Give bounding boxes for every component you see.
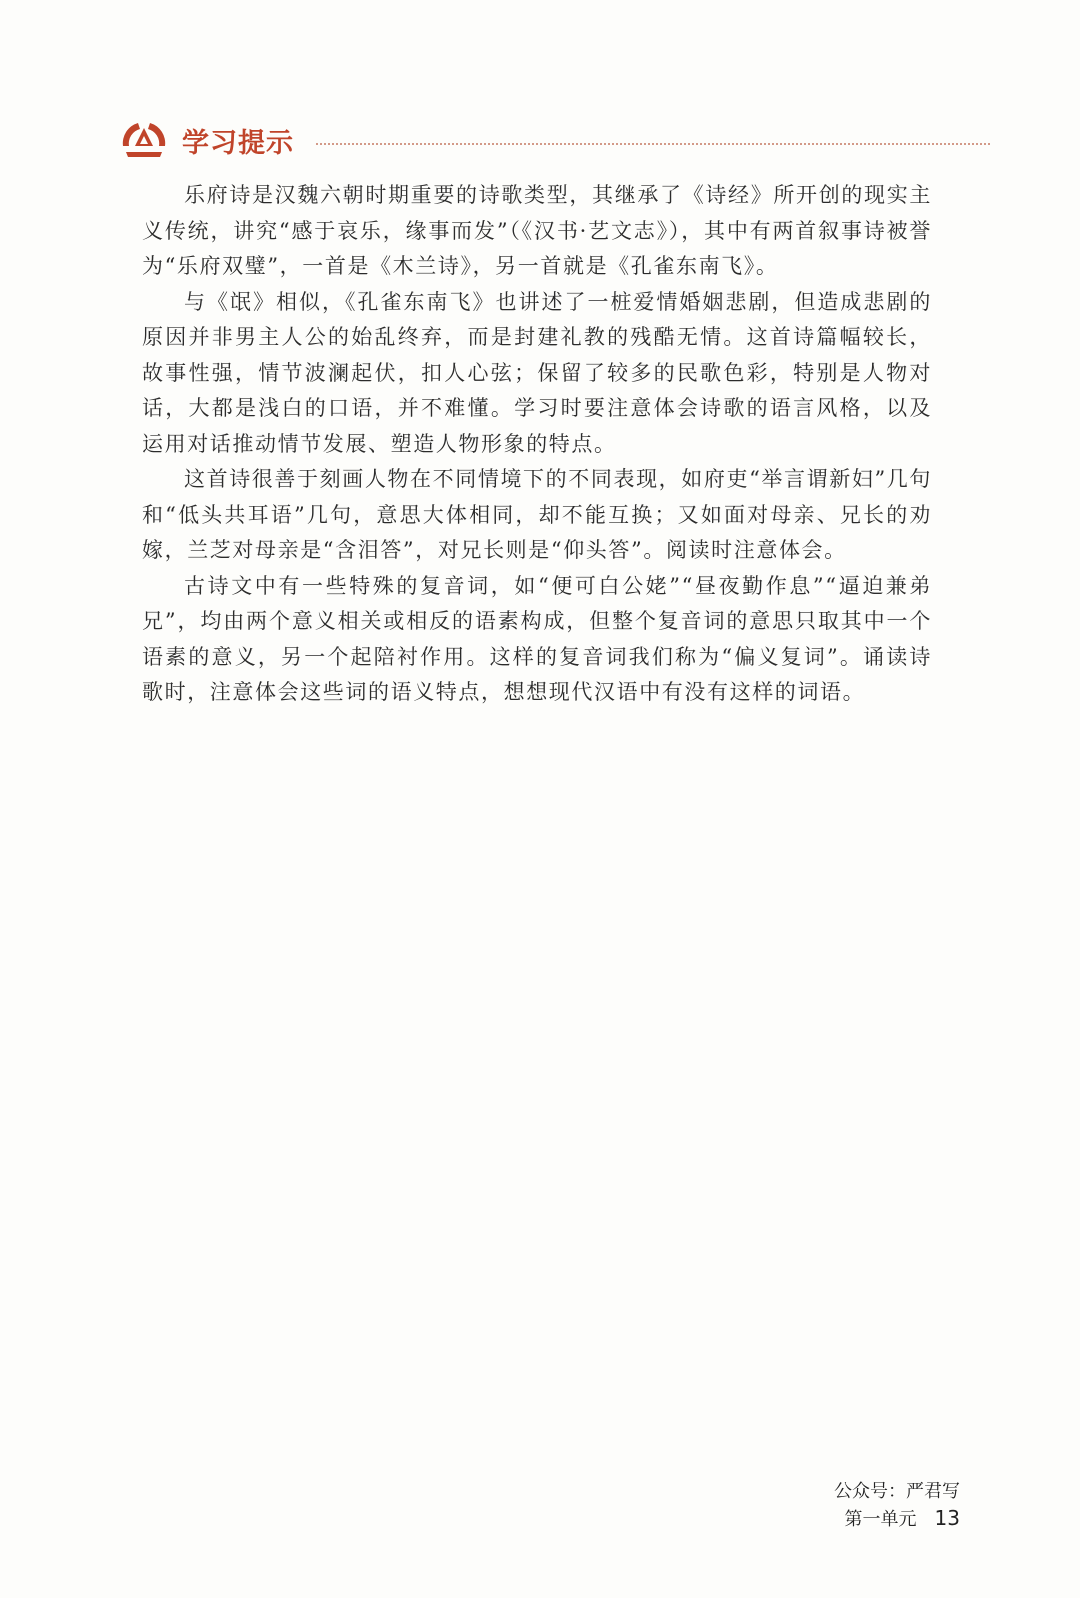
unit-label: 第一单元 bbox=[844, 1509, 917, 1530]
paragraph: 这首诗很善于刻画人物在不同情境下的不同表现，如府吏“举言谓新妇”几句和“低头共耳语”几句，意思大体相同，却不能互换；又如面对母亲、兄长的劝嫁，兰芝对母亲是“含泪答”，对兄长则是“仰头答”。阅读时注意体会。 bbox=[142, 467, 932, 562]
study-tips-emblem-icon bbox=[120, 116, 168, 164]
page-number: 13 bbox=[934, 1506, 960, 1530]
study-tips-body bbox=[142, 178, 932, 711]
paragraph: 乐府诗是汉魏六朝时期重要的诗歌类型，其继承了《诗经》所开创的现实主义传统，讲究“感于哀乐，缘事而发”（《汉书·艺文志》），其中有两首叙事诗被誉为“乐府双璧”，一首是《木兰诗》，另一首就是《孔雀东南飞》。 bbox=[142, 183, 932, 278]
section-header bbox=[120, 116, 990, 164]
paragraph: 古诗文中有一些特殊的复音词，如“便可白公姥”“昼夜勤作息”“逼迫兼弟兄”，均由两个意义相关或相反的语素构成，但整个复音词的意思只取其中一个语素的意义，另一个起陪衬作用。这样的复音词我们称为“偏义复词”。诵读诗歌时，注意体会这些词的语义特点，想想现代汉语中有没有这样的词语。 bbox=[142, 573, 932, 704]
page-footer bbox=[845, 1505, 960, 1531]
dotted-divider bbox=[316, 143, 990, 145]
paragraph: 与《氓》相似，《孔雀东南飞》也讲述了一桩爱情婚姻悲剧，但造成悲剧的原因并非男主人公的始乱终弃，而是封建礼教的残酷无情。这首诗篇幅较长，故事性强，情节波澜起伏，扣人心弦；保留了较多的民歌色彩，特别是人物对话，大都是浅白的口语，并不难懂。学习时要注意体会诗歌的语言风格，以及运用对话推动情节发展、塑造人物形象的特点。 bbox=[142, 289, 932, 456]
account-watermark: 公众号：严君写 bbox=[834, 1481, 960, 1502]
section-title: 学习提示 bbox=[182, 127, 294, 159]
